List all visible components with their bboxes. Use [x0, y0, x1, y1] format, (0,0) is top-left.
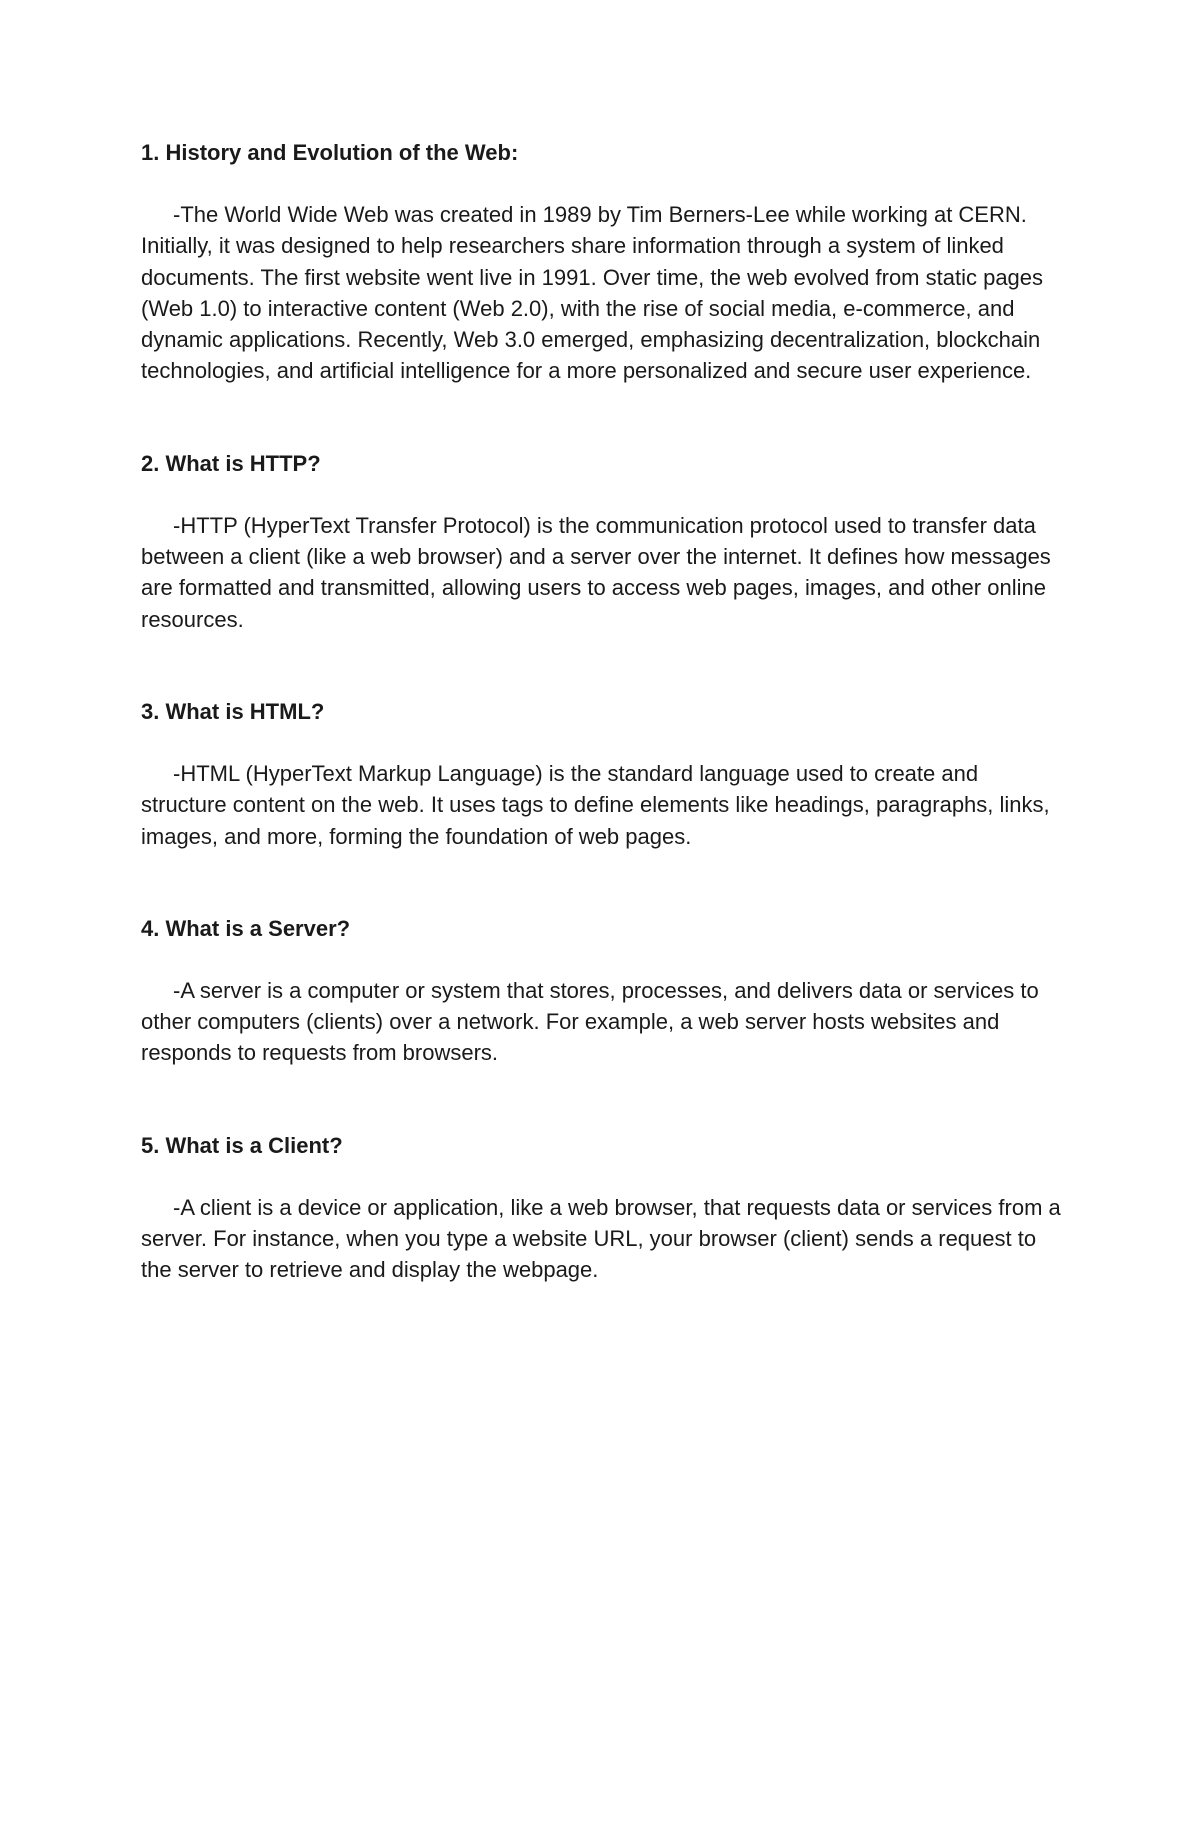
- section-heading: 1. History and Evolution of the Web:: [141, 140, 519, 165]
- section-html: [141, 696, 1061, 852]
- document-content: [141, 137, 1061, 1347]
- section-http: [141, 448, 1061, 635]
- section-body: -HTTP (HyperText Transfer Protocol) is the communication protocol used to transfer data between a client (like a web browser) and a server over the internet. It defines how messages are formatted and transmitted, allowing users to access web pages, images, and other online resources.: [141, 512, 1051, 632]
- section-body: -A client is a device or application, like a web browser, that requests data or services from a server. For instance, when you type a website URL, your browser (client) sends a request to the server to retrieve and display the webpage.: [141, 1194, 1061, 1283]
- section-heading: 3. What is HTML?: [141, 698, 325, 724]
- section-heading: 5. What is a Client?: [141, 1132, 343, 1158]
- section-body: -HTML (HyperText Markup Language) is the standard language used to create and structure content on the web. It uses tags to define elements like headings, paragraphs, links, images, and more, forming the foundation of web pages.: [141, 760, 1050, 849]
- section-body: -The World Wide Web was created in 1989 by Tim Berners-Lee while working at CERN. Initially, it was designed to help researchers share information through a system of linked documents. The first website went live in 1991. Over time, the web evolved from static pages (Web 1.0) to interactive content (Web 2.0), with the rise of social media, e-commerce, and dynamic applications. Recently, Web 3.0 emerged, emphasizing decentralization, blockchain technologies, and artificial intelligence for a more personalized and secure user experience.: [141, 202, 1044, 384]
- section-server: [141, 913, 1061, 1069]
- section-heading: 2. What is HTTP?: [141, 450, 321, 476]
- section-client: [141, 1130, 1061, 1286]
- section-body: -A server is a computer or system that stores, processes, and delivers data or services to other computers (clients) over a network. For example, a web server hosts websites and responds to requests from browsers.: [141, 977, 1039, 1066]
- section-heading: 4. What is a Server?: [141, 915, 351, 941]
- section-history: [141, 137, 1061, 387]
